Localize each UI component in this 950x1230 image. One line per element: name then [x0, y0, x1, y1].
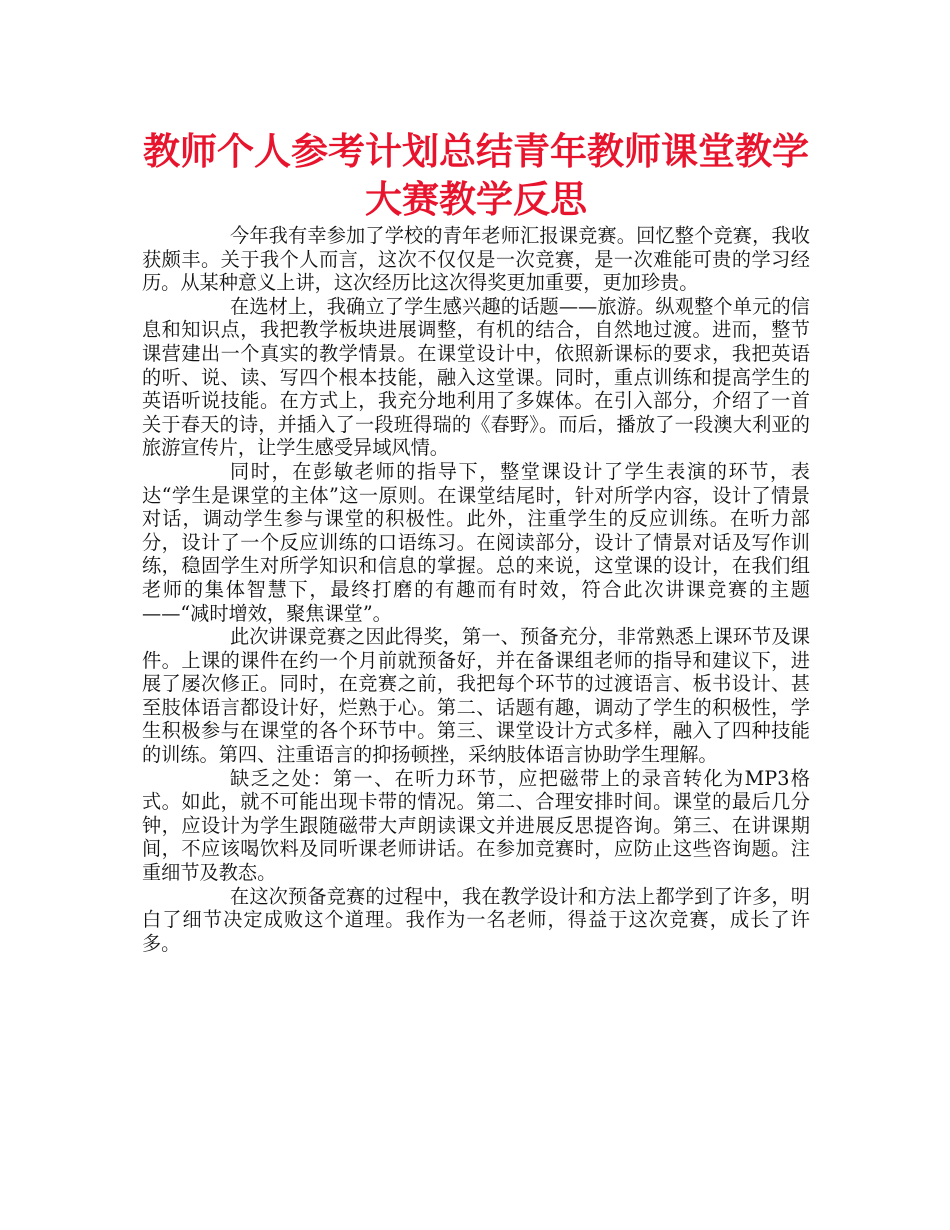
paragraph-5: 缺乏之处：第一、在听力环节，应把磁带上的录音转化为MP3格式。如此，就不可能出现卡带的情况。第二、合理安排时间。课堂的最后几分钟，应设计为学生跟随磁带大声朗读课文并进展反思提咨询。第三、在讲课期间，不应该喝饮料及同听课老师讲话。在参加竞赛时，应防止这些咨询题。注重细节及教态。	[142, 766, 810, 885]
document-page	[142, 118, 810, 955]
paragraph-4: 此次讲课竞赛之因此得奖，第一、预备充分，非常熟悉上课环节及课件。上课的课件在约一个月前就预备好，并在备课组老师的指导和建议下，进展了屡次修正。同时，在竞赛之前，我把每个环节的过渡语言、板书设计、甚至肢体语言都设计好，烂熟于心。第二、话题有趣，调动了学生的积极性，学生积极参与在课堂的各个环节中。第三、课堂设计方式多样，融入了四种技能的训练。第四、注重语言的抑扬顿挫，采纳肢体语言协助学生理解。	[142, 625, 810, 767]
document-title: 教师个人参考计划总结青年教师课堂教学大赛教学反思	[143, 130, 809, 221]
paragraph-2: 在选材上，我确立了学生感兴趣的话题——旅游。纵观整个单元的信息和知识点，我把教学板块进展调整，有机的结合，自然地过渡。进而，整节课营建出一个真实的教学情景。在课堂设计中，依照新课标的要求，我把英语的听、说、读、写四个根本技能，融入这堂课。同时，重点训练和提高学生的英语听说技能。在方式上，我充分地利用了多媒体。在引入部分，介绍了一首关于春天的诗，并插入了一段班得瑞的《春野》。而后，播放了一段澳大利亚的旅游宣传片，让学生感受异域风情。	[142, 294, 810, 460]
paragraph-1: 今年我有幸参加了学校的青年老师汇报课竞赛。回忆整个竞赛，我收获颇丰。关于我个人而言，这次不仅仅是一次竞赛，是一次难能可贵的学习经历。从某种意义上讲，这次经历比这次得奖更加重要，更加珍贵。	[142, 224, 810, 295]
document-body	[142, 224, 810, 955]
paragraph-6: 在这次预备竞赛的过程中，我在教学设计和方法上都学到了许多，明白了细节决定成败这个道理。我作为一名老师，得益于这次竞赛，成长了许多。	[142, 884, 810, 955]
paragraph-3: 同时，在彭敏老师的指导下，整堂课设计了学生表演的环节，表达“学生是课堂的主体”这一原则。在课堂结尾时，针对所学内容，设计了情景对话，调动学生参与课堂的积极性。此外，注重学生的反应训练。在听力部分，设计了一个反应训练的口语练习。在阅读部分，设计了情景对话及写作训练，稳固学生对所学知识和信息的掌握。总的来说，这堂课的设计，在我们组老师的集体智慧下，最终打磨的有趣而有时效，符合此次讲课竞赛的主题——“减时增效，聚焦课堂”。	[142, 459, 810, 625]
